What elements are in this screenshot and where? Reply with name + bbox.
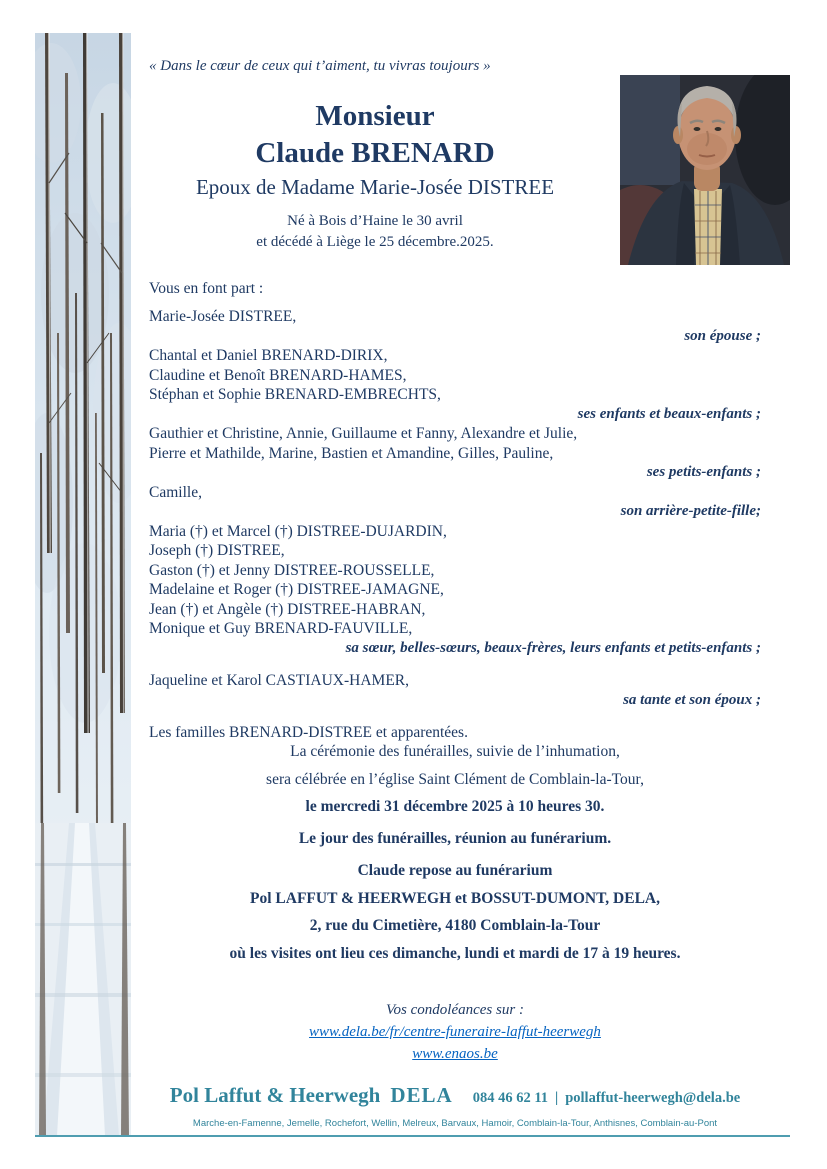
family-line: Jaqueline et Karol CASTIAUX-HAMER, [149, 672, 410, 689]
email-address: pollaffut-heerwegh@dela.be [565, 1090, 741, 1106]
family-line: Maria (†) et Marcel (†) DISTREE-DUJARDIN, [149, 522, 447, 540]
family-line: Chantal et Daniel BRENARD-DIRIX, [149, 347, 388, 364]
separator-bar: | [555, 1090, 559, 1106]
salutation: Monsieur [315, 100, 435, 132]
footer-contact [473, 1090, 741, 1107]
condolences-link-enaos[interactable]: www.enaos.be [412, 1046, 498, 1062]
family-line: Les familles BRENARD-DISTREE et apparentées. [149, 724, 468, 741]
condolences-label: Vos condoléances sur : [386, 1002, 524, 1018]
dela-logo: DELA [390, 1083, 453, 1107]
deceased-name: Claude BRENARD [255, 137, 495, 169]
branch-towns-list: Marche-en-Famenne, Jemelle, Rochefort, Wellin, Melreux, Barvaux, Hamoir, Comblain-la-Tour, Anthisnes, Comblain-au-Pont [192, 1118, 718, 1129]
condolences-link-dela[interactable]: www.dela.be/fr/centre-funeraire-laffut-heerwegh [309, 1024, 601, 1040]
ceremony-details [149, 743, 761, 972]
family-line: Camille, [149, 483, 202, 501]
relation-label: ses enfants et beaux-enfants ; [577, 405, 761, 422]
family-list [149, 307, 761, 743]
phone-number: 084 46 62 11 [472, 1090, 549, 1106]
title-block [149, 98, 601, 253]
family-line: Joseph (†) DISTREE, [149, 542, 285, 559]
funeral-home-footer [149, 1083, 761, 1108]
family-line: Marie-Josée DISTREE, [149, 308, 297, 325]
visits-line: où les visites ont lieu ces dimanche, lundi et mardi de 17 à 19 heures. [229, 944, 681, 962]
family-line: Jean (†) et Angèle (†) DISTREE-HABRAN, [149, 600, 426, 618]
ceremony-line: La cérémonie des funérailles, suivie de l’inhumation, [290, 743, 620, 760]
announcement-intro: Vous en font part : [149, 280, 264, 297]
announcement-content [149, 0, 761, 1169]
funerarium-name-line: Pol LAFFUT & HEERWEGH et BOSSUT-DUMONT, DELA, [250, 889, 660, 907]
relation-label: son arrière-petite-fille; [620, 503, 761, 519]
funerarium-address-line: 2, rue du Cimetière, 4180 Comblain-la-Tour [309, 917, 601, 934]
ceremony-date-line: le mercredi 31 décembre 2025 à 10 heures 30. [305, 798, 605, 815]
family-line: Madelaine et Roger (†) DISTREE-JAMAGNE, [149, 581, 444, 598]
death-line: et décédé à Liège le 25 décembre.2025. [256, 234, 494, 250]
winter-forest-photo [35, 33, 131, 1136]
family-line: Gaston (†) et Jenny DISTREE-ROUSSELLE, [149, 561, 435, 579]
ceremony-line: sera célébrée en l’église Saint Clément de Comblain-la-Tour, [266, 770, 644, 788]
family-line: Pierre et Mathilde, Marine, Bastien et Amandine, Gilles, Pauline, [149, 444, 554, 462]
bottom-divider-line [35, 1135, 790, 1137]
family-line: Stéphan et Sophie BRENARD-EMBRECHTS, [149, 386, 441, 403]
memorial-quote: « Dans le cœur de ceux qui t’aiment, tu vivras toujours » [149, 58, 491, 74]
spouse-line: Epoux de Madame Marie-Josée DISTREE [195, 175, 555, 199]
family-line: Monique et Guy BRENARD-FAUVILLE, [149, 620, 413, 637]
condolences-block [149, 1002, 761, 1063]
birth-line: Né à Bois d’Haine le 30 avril [287, 213, 463, 229]
family-line: Gauthier et Christine, Annie, Guillaume et Fanny, Alexandre et Julie, [149, 425, 578, 442]
funeral-day-line: Le jour des funérailles, réunion au funérarium. [298, 830, 612, 847]
relation-label: sa tante et son époux ; [623, 691, 761, 708]
relation-label: son épouse ; [684, 327, 761, 344]
funeral-home-name: Pol Laffut & Heerwegh [169, 1083, 381, 1107]
repose-line: Claude repose au funérarium [357, 862, 553, 879]
relation-label: sa sœur, belles-sœurs, beaux-frères, leurs enfants et petits-enfants ; [345, 639, 761, 656]
family-line: Claudine et Benoît BRENARD-HAMES, [149, 366, 407, 384]
relation-label: ses petits-enfants ; [646, 464, 761, 480]
